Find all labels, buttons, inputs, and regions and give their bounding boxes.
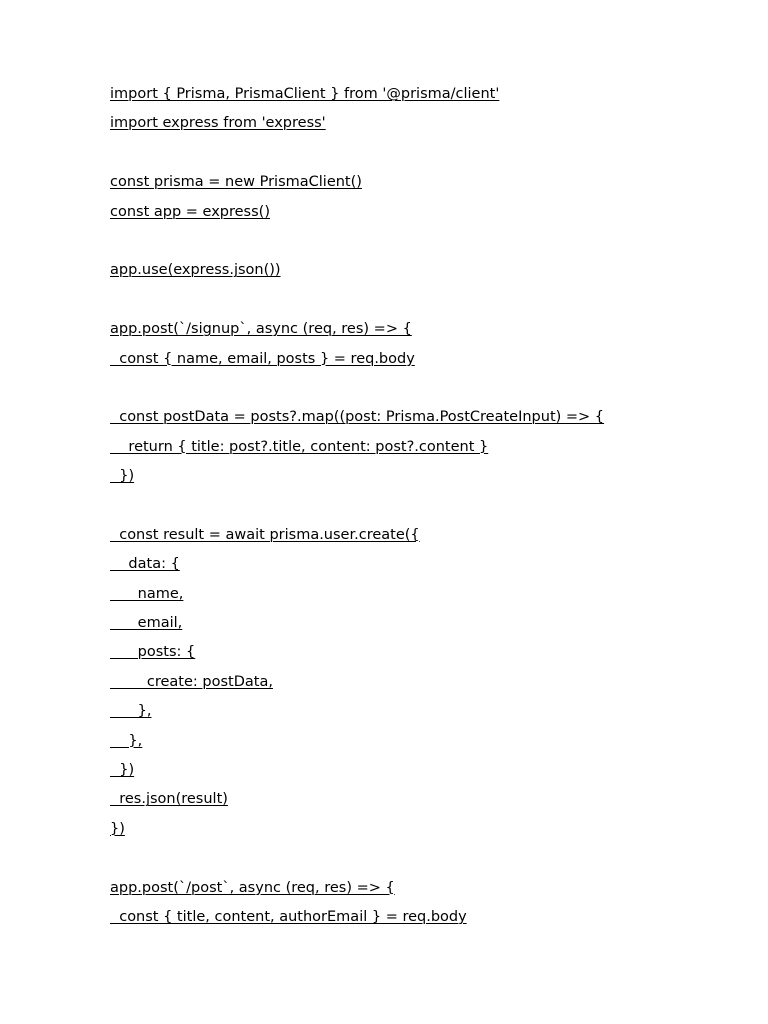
code-line: app.use(express.json()): [110, 262, 281, 279]
code-line: },: [110, 732, 143, 749]
blank-line: [110, 229, 730, 258]
blank-line: [110, 141, 730, 170]
code-line: import express from 'express': [110, 115, 326, 132]
code-line: const prisma = new PrismaClient(): [110, 174, 362, 191]
code-line: res.json(result): [110, 791, 228, 808]
code-line: posts: {: [110, 644, 196, 661]
code-line: const { name, email, posts } = req.body: [110, 350, 415, 367]
code-line: data: {: [110, 556, 180, 573]
code-line: create: postData,: [110, 673, 273, 690]
code-line: import { Prisma, PrismaClient } from '@prisma/client': [110, 86, 500, 102]
code-line: }): [110, 468, 135, 485]
code-line: }): [110, 761, 135, 778]
code-line: app.post(`/signup`, async (req, res) => {: [110, 321, 412, 338]
code-line: const app = express(): [110, 203, 270, 220]
blank-line: [110, 376, 730, 405]
blank-line: [110, 288, 730, 317]
code-line: return { title: post?.title, content: post?.content }: [110, 438, 489, 455]
code-line: const result = await prisma.user.create({: [110, 526, 420, 543]
code-line: }): [110, 820, 125, 837]
code-line: },: [110, 703, 152, 720]
code-block: [110, 82, 730, 934]
code-line: const postData = posts?.map((post: Prisma.PostCreateInput) => {: [110, 409, 605, 426]
blank-line: [110, 846, 730, 875]
blank-line: [110, 493, 730, 522]
code-line: name,: [110, 585, 184, 602]
code-line: email,: [110, 615, 183, 632]
code-line: app.post(`/post`, async (req, res) => {: [110, 879, 395, 896]
code-line: const { title, content, authorEmail } = req.body: [110, 908, 467, 925]
